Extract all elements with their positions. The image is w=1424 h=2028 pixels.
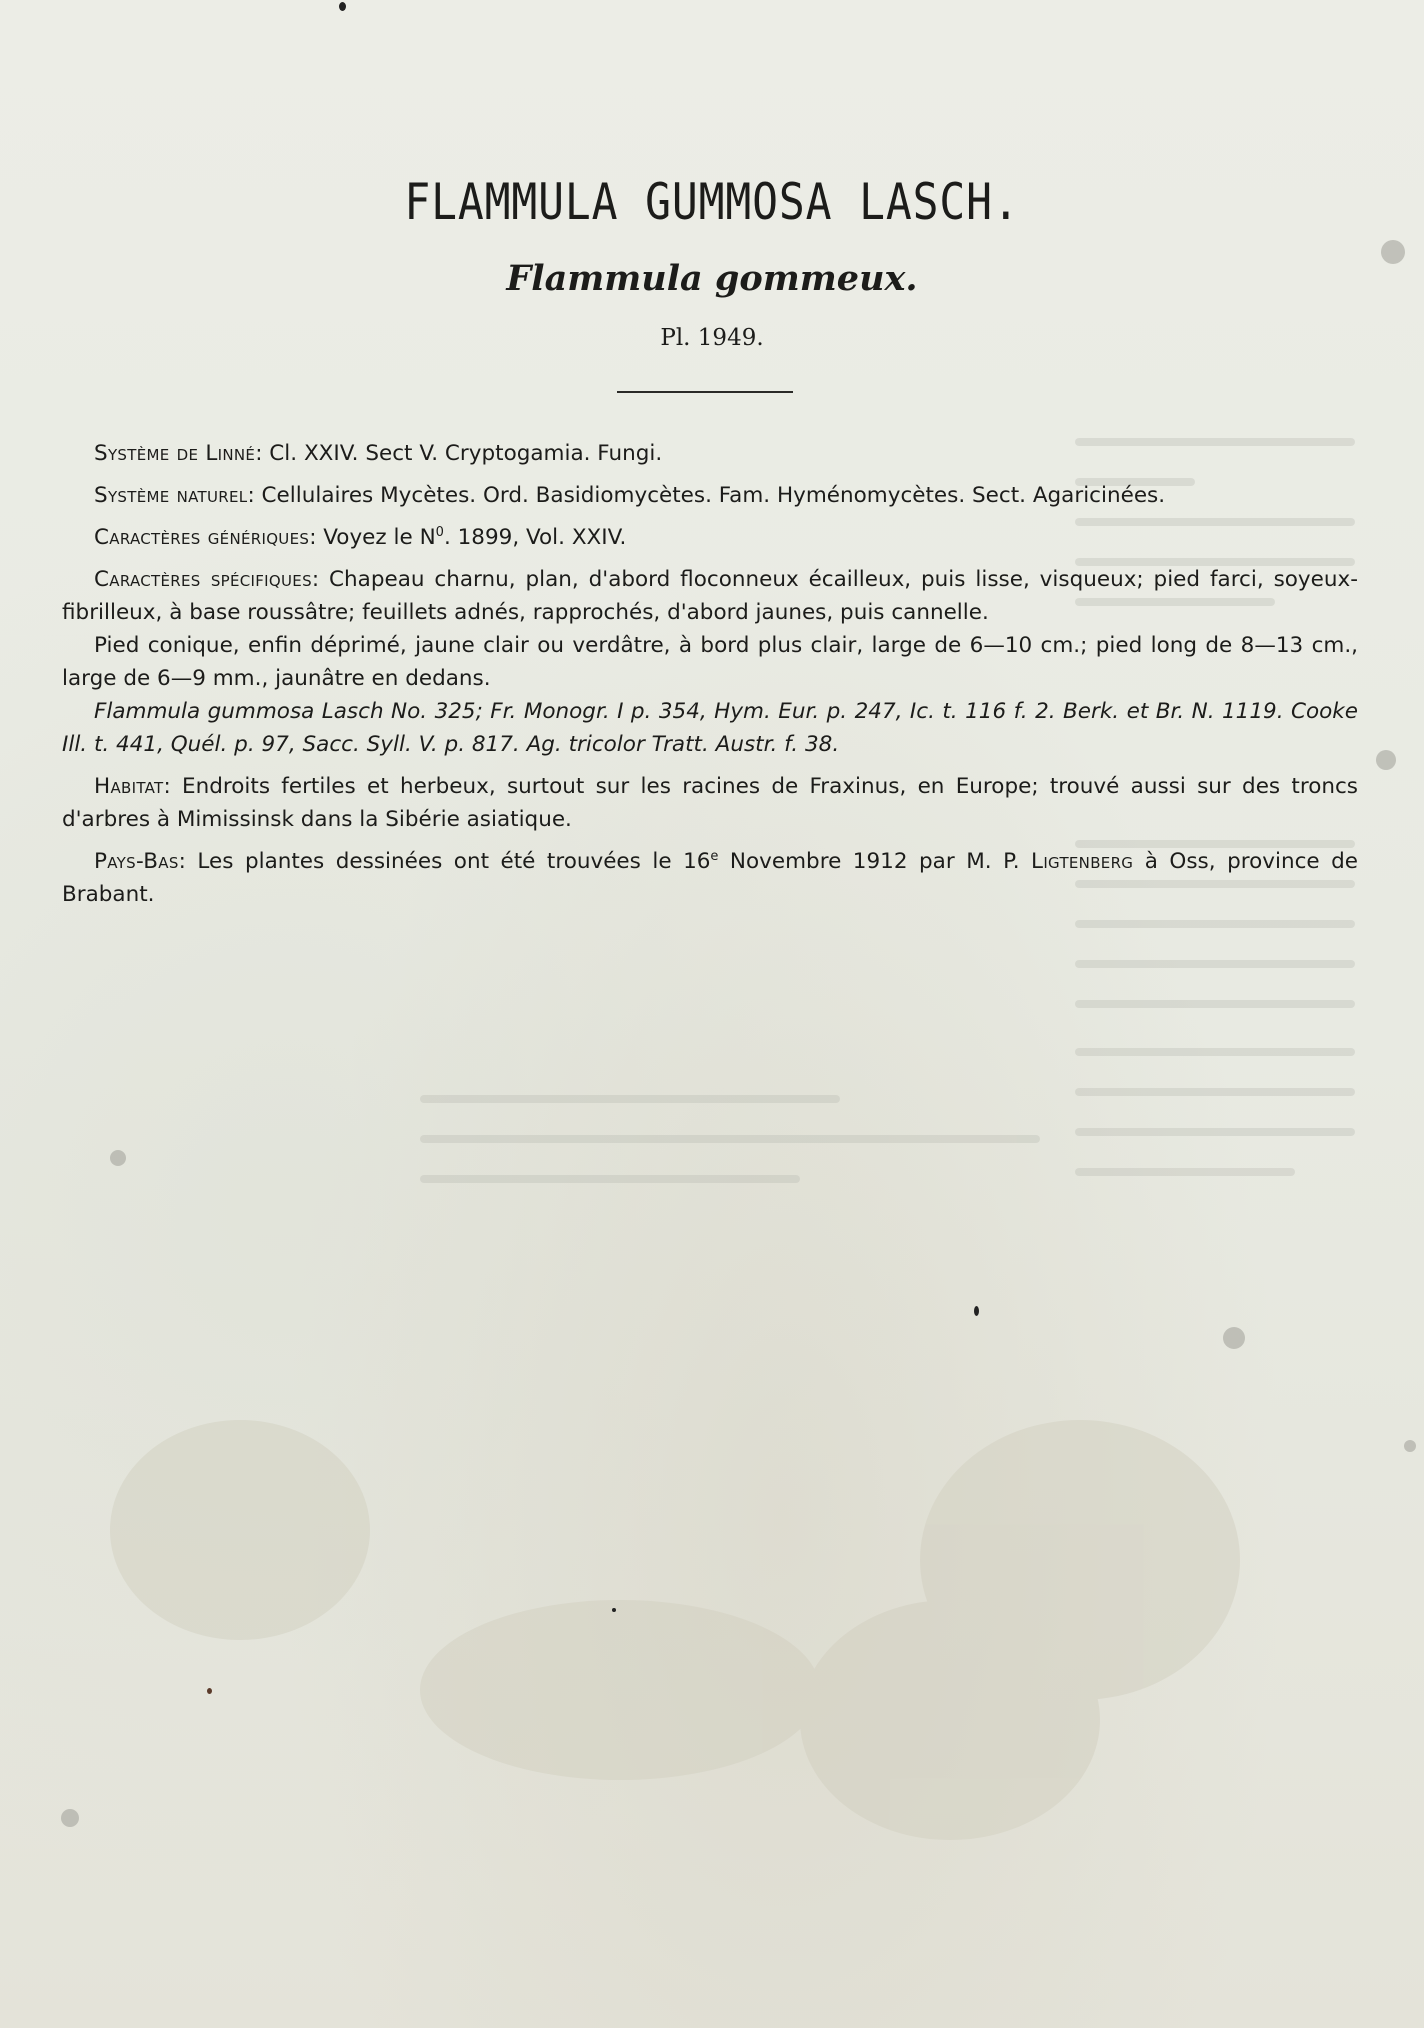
- document-body: [62, 437, 1358, 920]
- ink-speck: [612, 1608, 616, 1612]
- superscript: 0: [435, 524, 444, 540]
- section-text: Chapeau charnu, plan, d'abord floconneux écailleux, puis lisse, visqueux; pied farci, soyeux-fibrilleux, à base roussâtre; feuillets adnés, rapprochés, d'abord jaunes, puis cannelle.: [62, 567, 1358, 625]
- section-habitat: Habitat: Endroits fertiles et herbeux, surtout sur les racines de Fraxinus, en Europe; trouvé aussi sur des troncs d'arbres à Mimissinsk dans la Sibérie asiatique.: [62, 774, 1359, 832]
- section-text: Les plantes dessinées ont été trouvées le 16: [197, 849, 711, 874]
- section-label: Caractères spécifiques: [94, 567, 312, 592]
- page-subtitle: Flammula gommeux.: [506, 258, 918, 299]
- section-specifiques-cont: [62, 629, 1358, 695]
- section-specifiques: Caractères spécifiques: Chapeau charnu, plan, d'abord floconneux écailleux, puis lisse, visqueux; pied farci, soyeux-fibrilleux, à base roussâtre; feuillets adnés, rapprochés, d'abord jaunes, puis cannelle.: [62, 567, 1358, 625]
- section-label: Pays-Bas: [94, 849, 179, 874]
- section-generiques: Caractères génériques: Voyez le $N^0$. 1899, Vol. XXIV.: [94, 524, 627, 550]
- page-title: FLAMMULA GUMMOSA LASCH.: [404, 173, 1020, 231]
- collector-name: Ligtenberg: [1031, 849, 1134, 874]
- section-references: [62, 695, 1358, 761]
- section-label: Système de Linné: [94, 441, 256, 466]
- section-label: Système naturel: [94, 483, 248, 508]
- plate-number: Pl. 1949.: [660, 325, 764, 351]
- section-text: Cl. XXIV. Sect V. Cryptogamia. Fungi.: [269, 441, 663, 466]
- references-text: Flammula gummosa Lasch No. 325; Fr. Monogr. I p. 354, Hym. Eur. p. 247, Ic. t. 116 f. 2. Berk. et Br. N. 1119. Cooke Ill. t. 441, Quél. p. 97, Sacc. Syll. V. p. 817. Ag. tricolor Tratt. Austr. f. 38.: [62, 699, 1358, 757]
- ink-speck: [339, 2, 346, 11]
- section-naturel: Système naturel: Cellulaires Mycètes. Ord. Basidiomycètes. Fam. Hyménomycètes. Sect. Agaricinées.: [94, 483, 1166, 508]
- ink-speck: [974, 1306, 979, 1316]
- section-text: Voyez le N: [323, 525, 436, 550]
- section-text: Pied conique, enfin déprimé, jaune clair ou verdâtre, à bord plus clair, large de 6—10 cm.; pied long de 8—13 cm., large de 6—9 mm., jaunâtre en dedans.: [62, 633, 1358, 691]
- section-text: à Oss, province de Brabant.: [62, 849, 1358, 907]
- section-label: Habitat: [94, 774, 164, 799]
- ink-speck: [207, 1688, 212, 1694]
- section-text: Cellulaires Mycètes. Ord. Basidiomycètes. Fam. Hyménomycètes. Sect. Agaricinées.: [261, 483, 1166, 508]
- section-label: Caractères génériques: [94, 525, 310, 550]
- section-text: Novembre 1912 par M. P.: [718, 849, 1032, 874]
- section-text: . 1899, Vol. XXIV.: [443, 525, 627, 550]
- section-linne: Système de Linné: Cl. XXIV. Sect V. Cryptogamia. Fungi.: [94, 441, 663, 466]
- section-paysbas: Pays-Bas: Les plantes dessinées ont été trouvées le 16e Novembre 1912 par M. P. Ligtenberg à Oss, province de Brabant.: [62, 848, 1358, 907]
- section-text: Endroits fertiles et herbeux, surtout sur les racines de Fraxinus, en Europe; trouvé aussi sur des troncs d'arbres à Mimissinsk dans la Sibérie asiatique.: [62, 774, 1359, 832]
- superscript: e: [710, 848, 719, 864]
- title-divider: [617, 391, 793, 393]
